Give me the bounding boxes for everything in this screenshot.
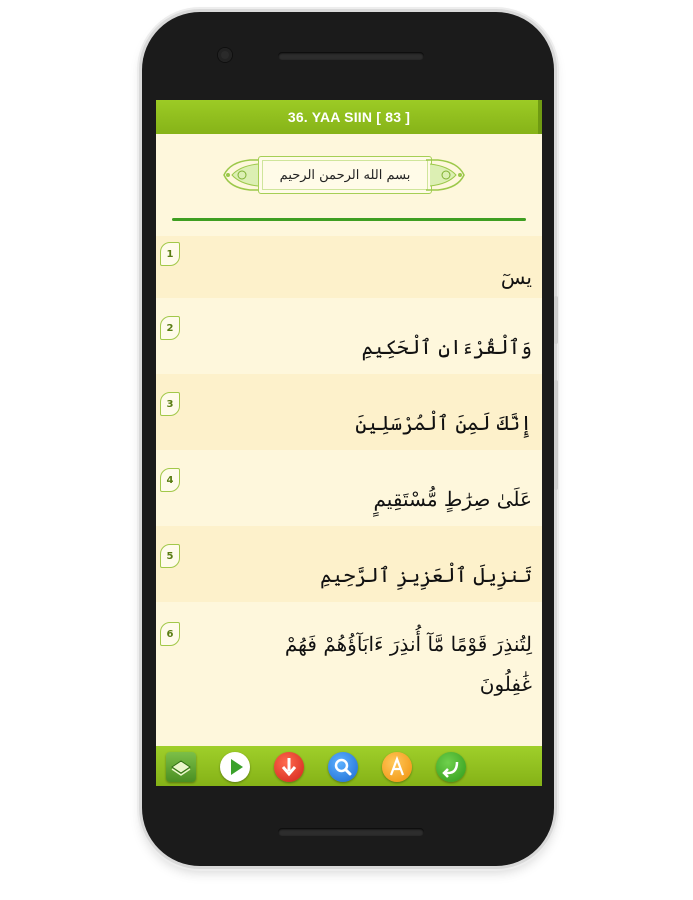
verse-row[interactable]	[156, 526, 542, 602]
play-icon[interactable]	[220, 752, 250, 782]
font-icon[interactable]	[382, 752, 412, 782]
verse-row[interactable]	[156, 374, 542, 450]
verse-row[interactable]	[156, 450, 542, 526]
verse-text: وَٱلْقُرْءَانِ ٱلْحَكِيمِ	[361, 335, 532, 359]
verse-row[interactable]	[156, 602, 542, 746]
search-icon[interactable]	[328, 752, 358, 782]
back-icon[interactable]	[436, 752, 466, 782]
bismillah-banner	[220, 154, 468, 196]
verse-number-badge: 6	[160, 622, 180, 646]
phone-volume-button	[554, 380, 558, 490]
verse-text: لِتُنذِرَ قَوْمًا مَّآ أُنذِرَ ءَابَآؤُهُمْ فَهُمْ غَٰفِلُونَ	[284, 632, 532, 696]
verse-row[interactable]	[156, 298, 542, 374]
verse-text: تَنزِيلَ ٱلْعَزِيزِ ٱلرَّحِيمِ	[320, 563, 532, 587]
section-divider	[172, 218, 526, 221]
quran-book-icon[interactable]	[166, 752, 196, 782]
verse-text: إِنَّكَ لَمِنَ ٱلْمُرْسَلِينَ	[355, 411, 532, 435]
verse-number-badge: 3	[160, 392, 180, 416]
ornament-right-icon	[424, 154, 468, 196]
bismillah-text: بسم الله الرحمن الرحيم	[258, 156, 432, 194]
verse-row[interactable]	[156, 236, 542, 298]
front-camera	[218, 48, 232, 62]
surah-title: 36. YAA SIIN [ 83 ]	[287, 109, 411, 125]
top-speaker	[278, 52, 424, 60]
header-edge	[538, 100, 542, 134]
app-header	[156, 100, 542, 134]
download-icon[interactable]	[274, 752, 304, 782]
verse-list[interactable]	[156, 134, 542, 746]
bottom-speaker	[278, 828, 424, 836]
phone-side-button	[554, 296, 558, 344]
verse-text: عَلَىٰ صِرَٰطٍ مُّسْتَقِيمٍ	[373, 487, 532, 511]
verse-number-badge: 1	[160, 242, 180, 266]
verse-text: يسٓ	[500, 265, 532, 289]
bottom-toolbar	[156, 746, 542, 786]
verse-number-badge: 2	[160, 316, 180, 340]
app-screen	[156, 100, 542, 786]
verse-number-badge: 4	[160, 468, 180, 492]
verse-number-badge: 5	[160, 544, 180, 568]
